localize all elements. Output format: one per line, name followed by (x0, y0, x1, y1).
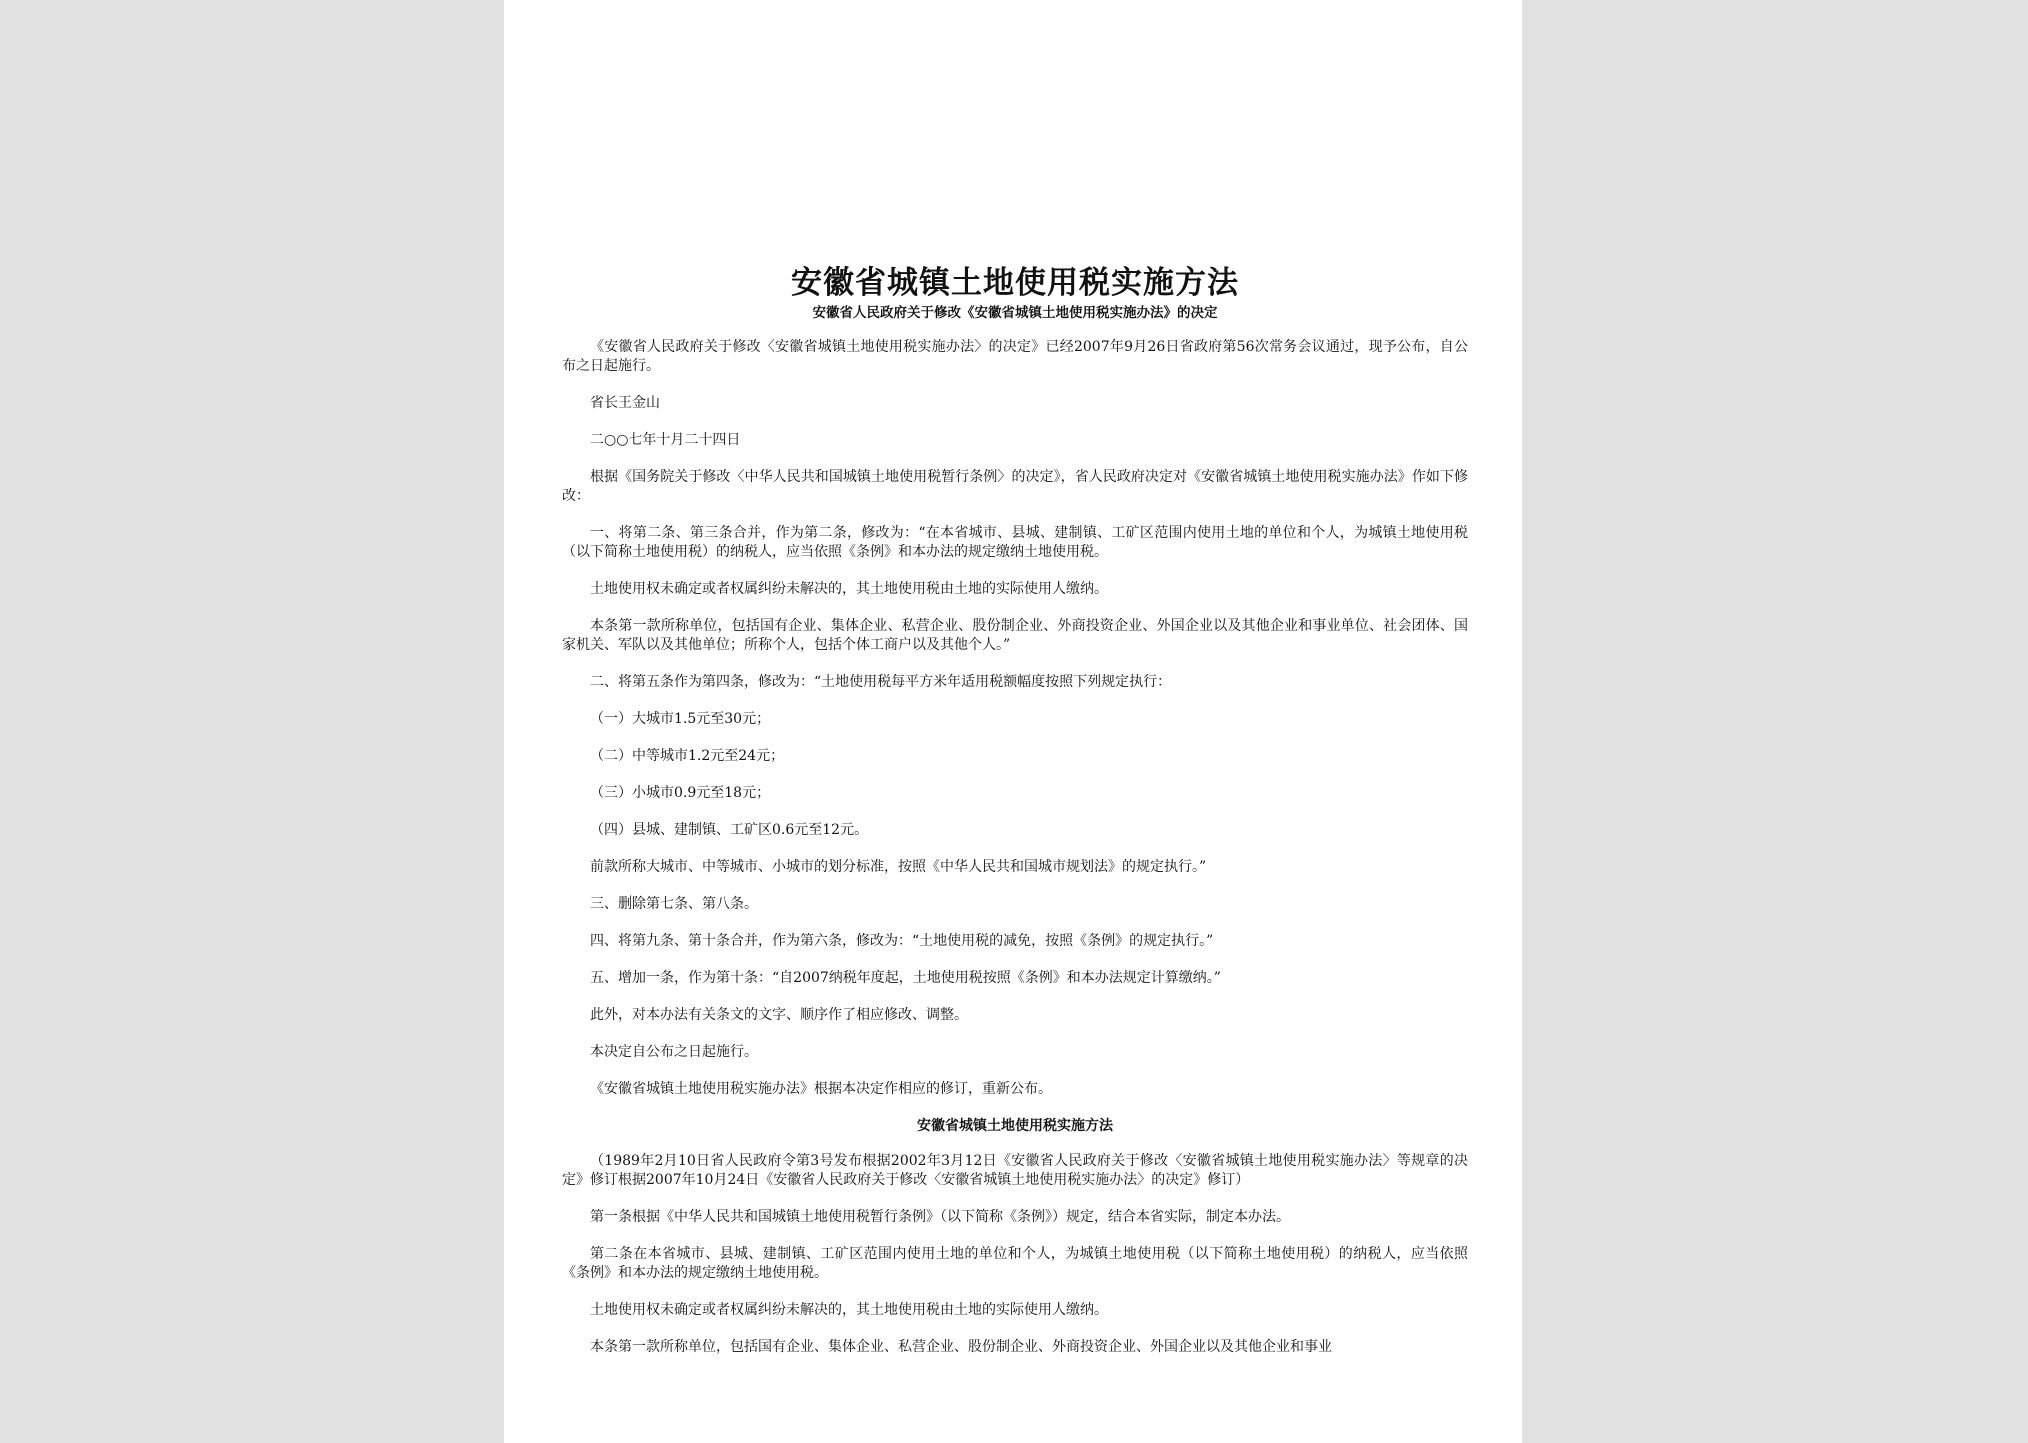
paragraph: 四、将第九条、第十条合并，作为第六条，修改为：“土地使用税的减免，按照《条例》的规定执行。” (590, 933, 1214, 949)
paragraph: 《安徽省人民政府关于修改〈安徽省城镇土地使用税实施办法〉的决定》已经2007年9月26日省政府第56次常务会议通过，现予公布，自公布之日起施行。 (562, 339, 1468, 374)
paragraph: 此外，对本办法有关条文的文字、顺序作了相应修改、调整。 (590, 1007, 968, 1023)
paragraph: （1989年2月10日省人民政府令第3号发布根据2002年3月12日《安徽省人民政府关于修改〈安徽省城镇土地使用税实施办法〉等规章的决定》修订根据2007年10月24日《安徽省人民政府关于修改〈安徽省城镇土地使用税实施办法〉的决定》修订） (562, 1153, 1468, 1188)
document-body (562, 262, 1468, 1375)
paragraph: 根据《国务院关于修改〈中华人民共和国城镇土地使用税暂行条例〉的决定》，省人民政府决定对《安徽省城镇土地使用税实施办法》作如下修改： (562, 469, 1468, 504)
paragraph: 一、将第二条、第三条合并，作为第二条，修改为：“在本省城市、县城、建制镇、工矿区范围内使用土地的单位和个人，为城镇土地使用税（以下简称土地使用税）的纳税人，应当依照《条例》和本办法的规定缴纳土地使用税。 (562, 525, 1468, 560)
paragraph: 三、删除第七条、第八条。 (590, 896, 758, 912)
paragraph: 第一条根据《中华人民共和国城镇土地使用税暂行条例》（以下简称《条例》）规定，结合本省实际，制定本办法。 (590, 1209, 1290, 1225)
paragraph: 二○○七年十月二十四日 (590, 432, 741, 448)
document-subtitle: 安徽省人民政府关于修改《安徽省城镇土地使用税实施办法》的决定 (812, 305, 1218, 321)
paragraph: 五、增加一条，作为第十条：“自2007纳税年度起，土地使用税按照《条例》和本办法规定计算缴纳。” (590, 970, 1221, 986)
paragraph: （四）县城、建制镇、工矿区0.6元至12元。 (590, 822, 869, 838)
paragraph: （二）中等城市1.2元至24元； (590, 748, 785, 764)
paragraph: 土地使用权未确定或者权属纠纷未解决的，其土地使用税由土地的实际使用人缴纳。 (590, 581, 1108, 597)
paragraph: 前款所称大城市、中等城市、小城市的划分标准，按照《中华人民共和国城市规划法》的规定执行。” (590, 859, 1207, 875)
paragraph: 省长王金山 (590, 395, 660, 411)
paragraph: 本条第一款所称单位，包括国有企业、集体企业、私营企业、股份制企业、外商投资企业、外国企业以及其他企业和事业单位、社会团体、国家机关、军队以及其他单位；所称个人，包括个体工商户以及其他个人。” (562, 618, 1468, 653)
paragraph: 土地使用权未确定或者权属纠纷未解决的，其土地使用税由土地的实际使用人缴纳。 (590, 1302, 1108, 1318)
section-title: 安徽省城镇土地使用税实施方法 (917, 1118, 1113, 1134)
paragraph: 本条第一款所称单位，包括国有企业、集体企业、私营企业、股份制企业、外商投资企业、外国企业以及其他企业和事业 (590, 1339, 1332, 1355)
paragraph: 第二条在本省城市、县城、建制镇、工矿区范围内使用土地的单位和个人，为城镇土地使用税（以下简称土地使用税）的纳税人，应当依照《条例》和本办法的规定缴纳土地使用税。 (562, 1246, 1468, 1281)
paragraph: 本决定自公布之日起施行。 (590, 1044, 758, 1060)
document-page (504, 0, 1522, 1443)
paragraph: （三）小城市0.9元至18元； (590, 785, 771, 801)
document-title: 安徽省城镇土地使用税实施方法 (791, 265, 1239, 301)
paragraph: 二、将第五条作为第四条，修改为：“土地使用税每平方米年适用税额幅度按照下列规定执行： (590, 674, 1172, 690)
paragraph: （一）大城市1.5元至30元； (590, 711, 771, 727)
paragraph: 《安徽省城镇土地使用税实施办法》根据本决定作相应的修订，重新公布。 (590, 1081, 1052, 1097)
